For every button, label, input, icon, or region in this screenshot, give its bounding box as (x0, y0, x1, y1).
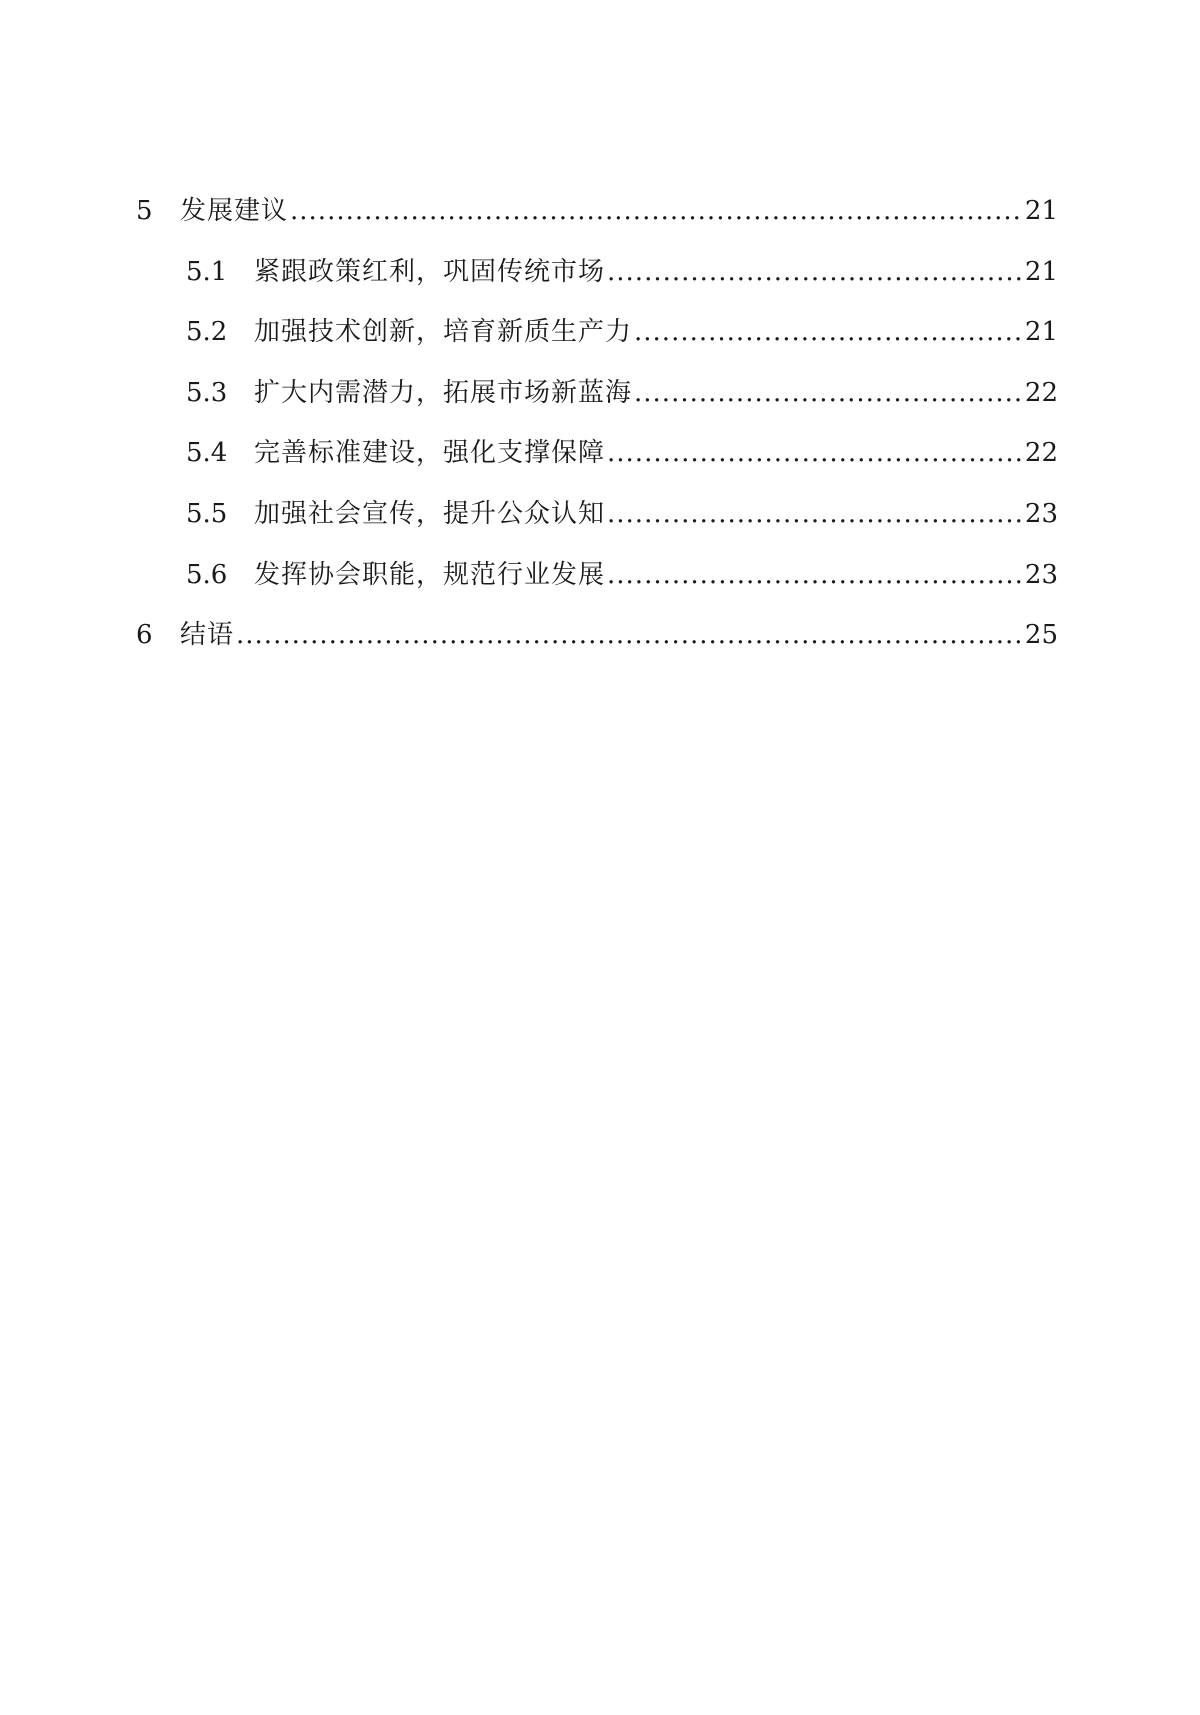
dot-leader (607, 257, 1023, 287)
toc-entry-title: 结语 (180, 620, 235, 651)
toc-entry-page: 22 (1024, 377, 1058, 408)
toc-entry-page: 23 (1024, 498, 1058, 529)
toc-entry-5-6[interactable] (136, 554, 1058, 615)
toc-entry-number: 5.5 (186, 498, 228, 529)
toc-entry-5-2[interactable] (136, 311, 1058, 372)
toc-entry-number: 5.6 (186, 559, 228, 590)
dot-leader (634, 317, 1023, 347)
toc-entry-6[interactable] (136, 614, 1058, 675)
toc-entry-5[interactable] (136, 190, 1058, 251)
toc-entry-title: 紧跟政策红利，巩固传统市场 (254, 256, 606, 287)
table-of-contents (136, 190, 1058, 675)
dot-leader (607, 560, 1023, 590)
toc-entry-number: 5.2 (186, 317, 228, 348)
dot-leader (290, 196, 1023, 226)
toc-entry-number: 5.4 (186, 438, 228, 469)
toc-entry-number: 5.3 (186, 377, 228, 408)
toc-entry-page: 21 (1024, 317, 1058, 348)
dot-leader (634, 378, 1023, 408)
toc-entry-number: 5 (136, 196, 153, 226)
toc-entry-page: 21 (1024, 256, 1058, 287)
toc-entry-5-5[interactable] (136, 493, 1058, 554)
toc-entry-5-4[interactable] (136, 432, 1058, 493)
dot-leader (236, 620, 1023, 650)
toc-entry-number: 6 (136, 620, 153, 651)
toc-entry-5-1[interactable] (136, 251, 1058, 312)
toc-entry-page: 22 (1024, 438, 1058, 469)
dot-leader (607, 499, 1023, 529)
toc-entry-title: 完善标准建设，强化支撑保障 (254, 438, 606, 469)
toc-entry-title: 加强社会宣传，提升公众认知 (254, 498, 606, 529)
dot-leader (607, 438, 1023, 468)
toc-entry-title: 加强技术创新，培育新质生产力 (254, 317, 633, 348)
toc-entry-title: 发展建议 (180, 196, 289, 226)
toc-entry-page: 23 (1024, 559, 1058, 590)
toc-entry-title: 扩大内需潜力，拓展市场新蓝海 (254, 377, 633, 408)
toc-entry-page: 25 (1024, 620, 1058, 651)
toc-entry-page: 21 (1024, 196, 1058, 226)
toc-entry-5-3[interactable] (136, 372, 1058, 433)
toc-entry-title: 发挥协会职能，规范行业发展 (254, 559, 606, 590)
toc-entry-number: 5.1 (186, 256, 228, 287)
